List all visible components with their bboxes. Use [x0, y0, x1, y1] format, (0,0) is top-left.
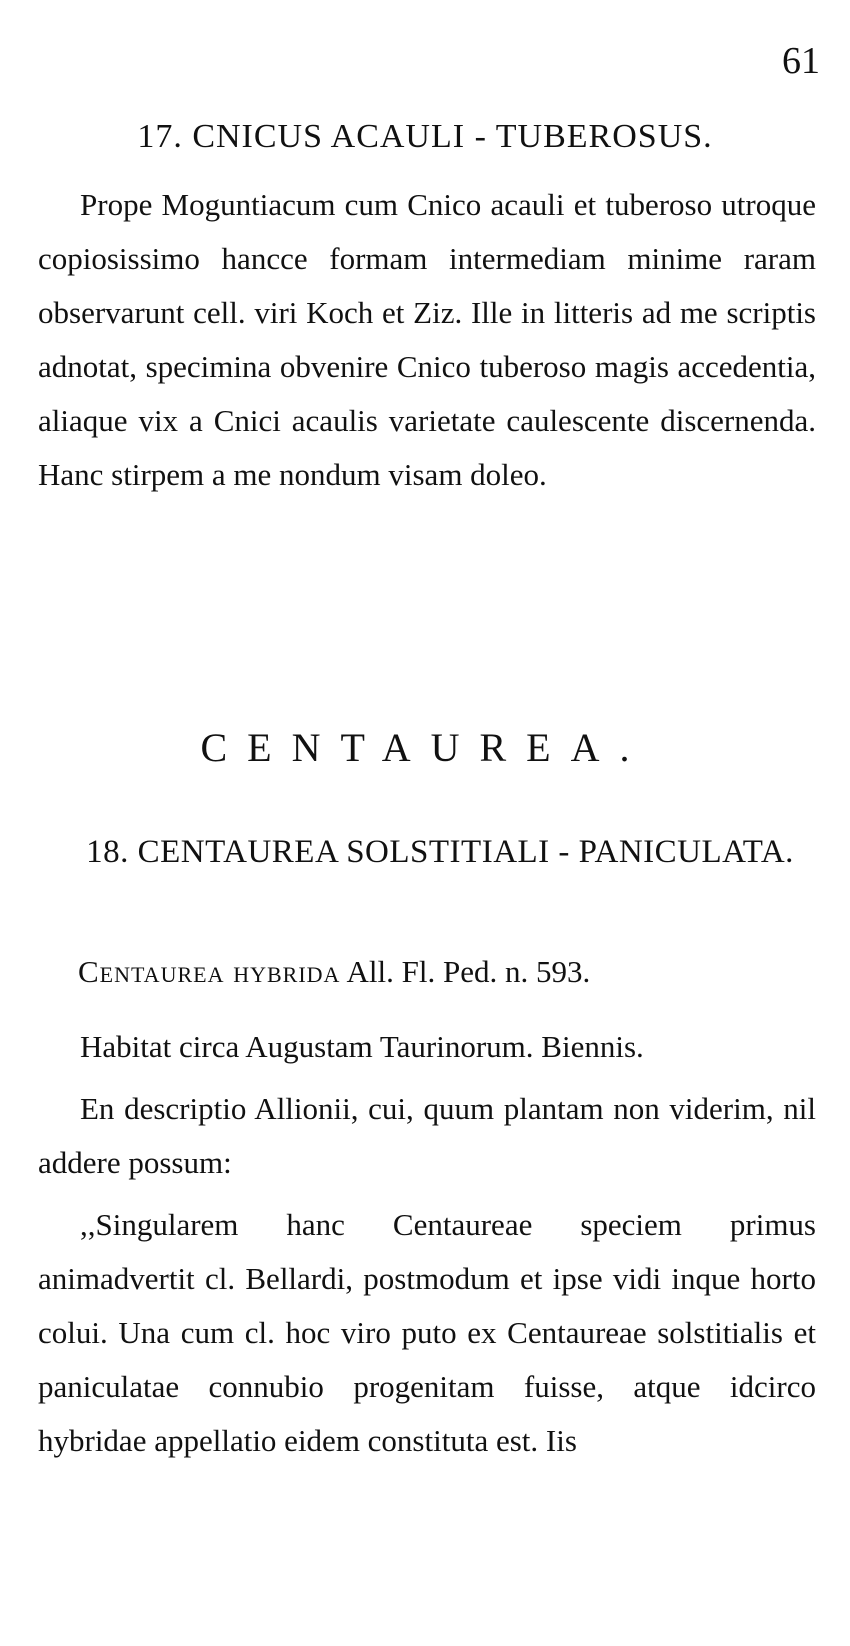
synonym-reference: All. Fl. Ped. n. 593. [346, 954, 591, 989]
entry-18-synonym [78, 952, 818, 992]
entry-18-habitat: Habitat circa Augustam Taurinorum. Biennis. [80, 1029, 644, 1064]
entry-17-paragraph: Prope Moguntiacum cum Cnico acauli et tuberoso utroque copiosissimo hancce formam intermediam minime raram observarunt cell. viri Koch et Ziz. Ille in litteris ad me scriptis adnotat, specimina obvenire Cnico tuberoso magis accedentia, aliaque vix a Cnici acaulis varietate caulescente discernenda. Hanc stirpem a me nondum visam doleo. [38, 187, 816, 492]
synonym-name: Centaurea hybrida [78, 954, 341, 989]
page-number: 61 [782, 40, 820, 82]
entry-17-heading: 17. CNICUS ACAULI - TUBEROSUS. [137, 118, 713, 155]
section-title: CENTAUREA. [200, 725, 650, 770]
entry-18-intro: En descriptio Allionii, cui, quum plantam non viderim, nil addere possum: [38, 1091, 816, 1180]
entry-18-quote: ,,Singularem hanc Centaureae speciem primus animadvertit cl. Bellardi, postmodum et ipse vidi inque horto colui. Una cum cl. hoc viro puto ex Centaureae solstitialis et paniculatae connubio progenitam fuisse, atque idcirco hybridae appellatio eidem constituta est. Iis [38, 1207, 816, 1458]
entry-18-heading: 18. CENTAUREA SOLSTITIALI - PANICULATA. [86, 834, 794, 870]
